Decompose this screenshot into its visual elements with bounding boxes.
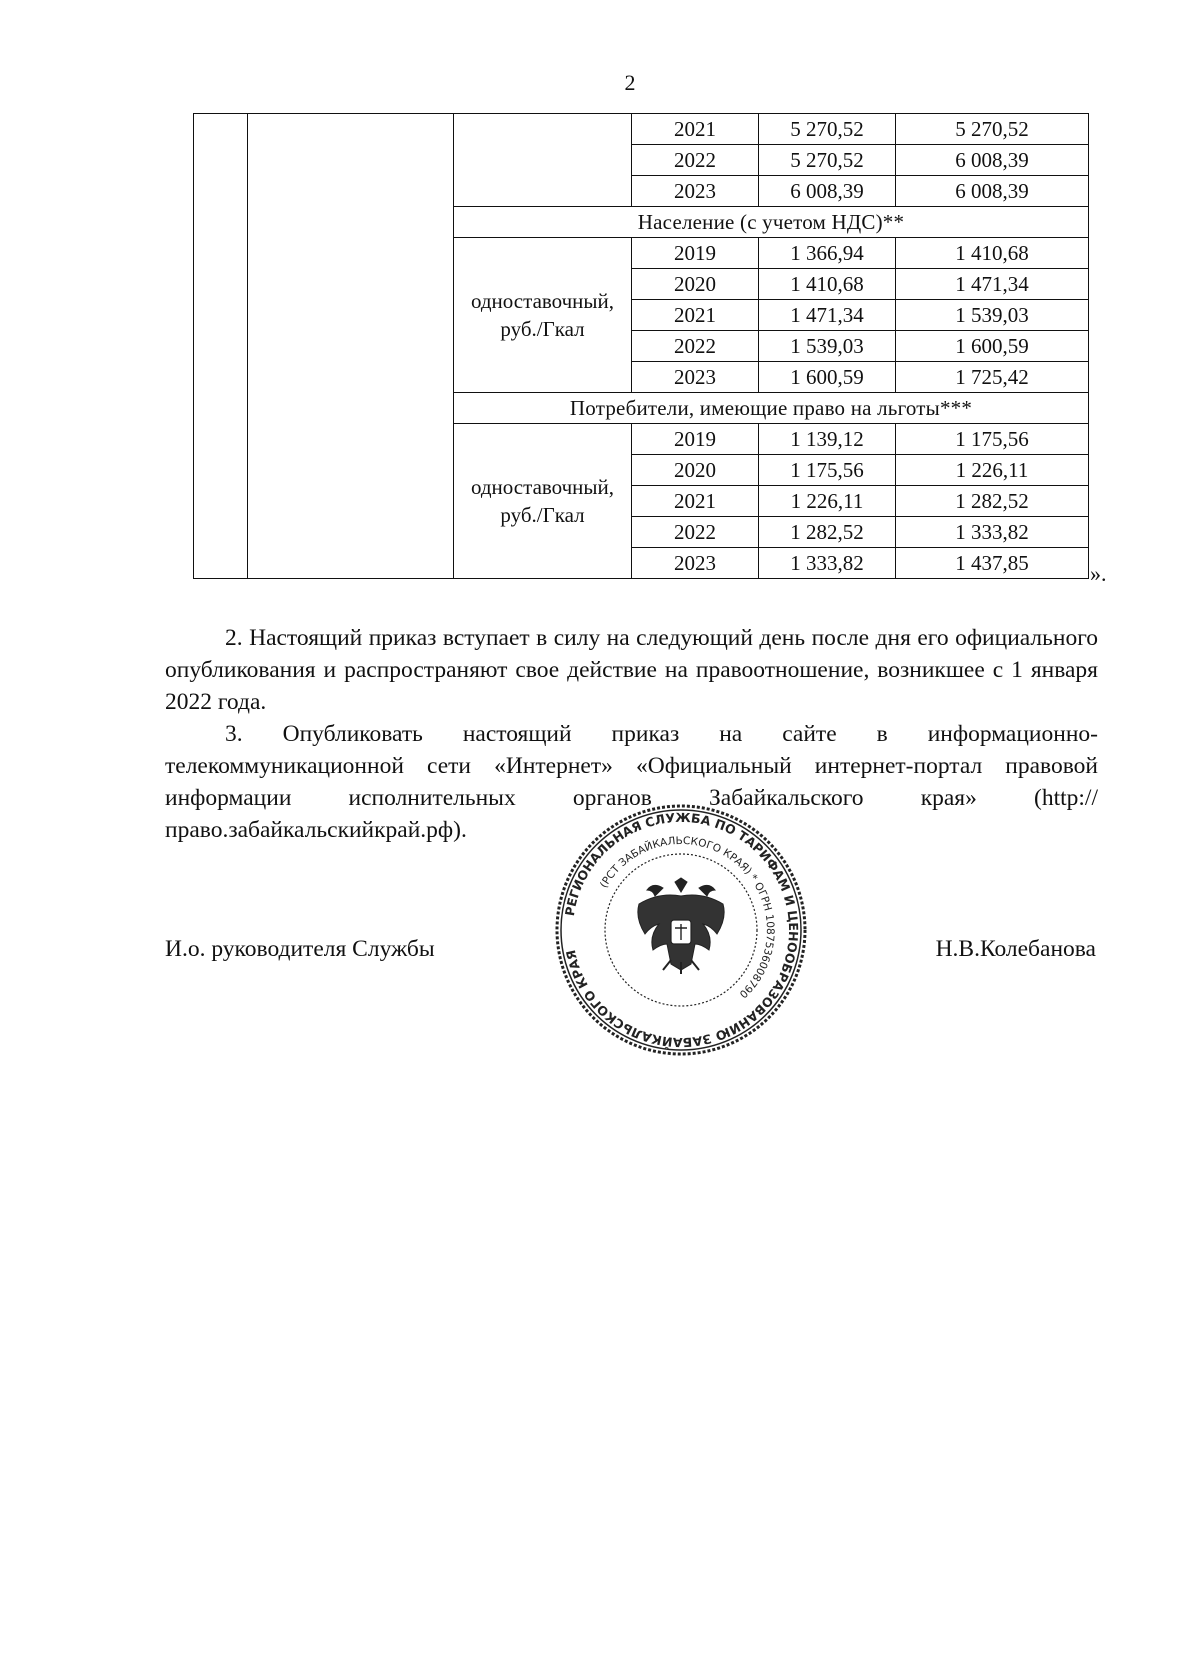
unit-cell: одноставочный, руб./Гкал: [454, 238, 632, 393]
page-number: 2: [624, 70, 636, 95]
table-cell-empty: [194, 114, 248, 579]
signatory-name: Н.В.Колебанова: [935, 936, 1096, 962]
paragraph-3-text: 3. Опубликовать настоящий приказ на сайте в информационно-телекоммуникационной сети «Интернет» «Официальный интернет-портал правовой информации исполнительных органов Забайкальского края» (http://право.забайкальскийкрай.рф).: [165, 721, 1098, 843]
year-cell: 2023: [632, 548, 759, 579]
year-cell: 2019: [632, 238, 759, 269]
value-cell: 1 725,42: [896, 362, 1089, 393]
value-cell: 5 270,52: [759, 114, 896, 145]
closing-quote: ».: [1090, 561, 1107, 586]
year-cell: 2023: [632, 362, 759, 393]
value-cell: 1 471,34: [759, 300, 896, 331]
table-row: [194, 114, 1089, 145]
year-cell: 2021: [632, 300, 759, 331]
section-title-benefits: Потребители, имеющие право на льготы***: [454, 393, 1089, 424]
tariff-table: [193, 113, 1089, 579]
value-cell: 1 282,52: [759, 517, 896, 548]
value-cell: 1 175,56: [896, 424, 1089, 455]
value-cell: 6 008,39: [896, 176, 1089, 207]
value-cell: 1 410,68: [759, 269, 896, 300]
value-cell: 1 539,03: [896, 300, 1089, 331]
official-seal-stamp: [551, 800, 811, 1060]
double-headed-eagle-icon: [638, 878, 724, 974]
value-cell: 1 226,11: [759, 486, 896, 517]
table-cell-empty: [454, 114, 632, 207]
paragraph-2-text: 2. Настоящий приказ вступает в силу на следующий день после дня его официального опубликования и распространяют свое действие на правоотношение, возникшее с 1 января 2022 года.: [165, 625, 1098, 715]
table-cell-empty: [248, 114, 454, 579]
value-cell: 1 175,56: [759, 455, 896, 486]
seal-inner-textpath: (РСТ ЗАБАЙКАЛЬСКОГО КРАЯ) * ОГРН 1087536008790: [597, 834, 777, 1001]
year-cell: 2022: [632, 517, 759, 548]
section-title-population: Население (с учетом НДС)**: [454, 207, 1089, 238]
value-cell: 5 270,52: [896, 114, 1089, 145]
value-cell: 1 600,59: [896, 331, 1089, 362]
value-cell: 1 333,82: [896, 517, 1089, 548]
value-cell: 6 008,39: [759, 176, 896, 207]
value-cell: 1 282,52: [896, 486, 1089, 517]
value-cell: 1 226,11: [896, 455, 1089, 486]
paragraph-2: [165, 622, 1098, 718]
signatory-position: И.о. руководителя Службы: [165, 936, 435, 962]
value-cell: 1 600,59: [759, 362, 896, 393]
year-cell: 2020: [632, 455, 759, 486]
year-cell: 2019: [632, 424, 759, 455]
value-cell: 1 437,85: [896, 548, 1089, 579]
year-cell: 2021: [632, 486, 759, 517]
year-cell: 2022: [632, 145, 759, 176]
year-cell: 2023: [632, 176, 759, 207]
value-cell: 1 333,82: [759, 548, 896, 579]
unit-cell: одноставочный, руб./Гкал: [454, 424, 632, 579]
value-cell: 1 539,03: [759, 331, 896, 362]
value-cell: 1 471,34: [896, 269, 1089, 300]
seal-outer-textpath: РЕГИОНАЛЬНАЯ СЛУЖБА ПО ТАРИФАМ И ЦЕНООБРАЗОВАНИЮ ЗАБАЙКАЛЬСКОГО КРАЯ: [561, 809, 802, 1051]
value-cell: 1 139,12: [759, 424, 896, 455]
value-cell: 6 008,39: [896, 145, 1089, 176]
year-cell: 2022: [632, 331, 759, 362]
value-cell: 5 270,52: [759, 145, 896, 176]
value-cell: 1 410,68: [896, 238, 1089, 269]
year-cell: 2020: [632, 269, 759, 300]
year-cell: 2021: [632, 114, 759, 145]
value-cell: 1 366,94: [759, 238, 896, 269]
